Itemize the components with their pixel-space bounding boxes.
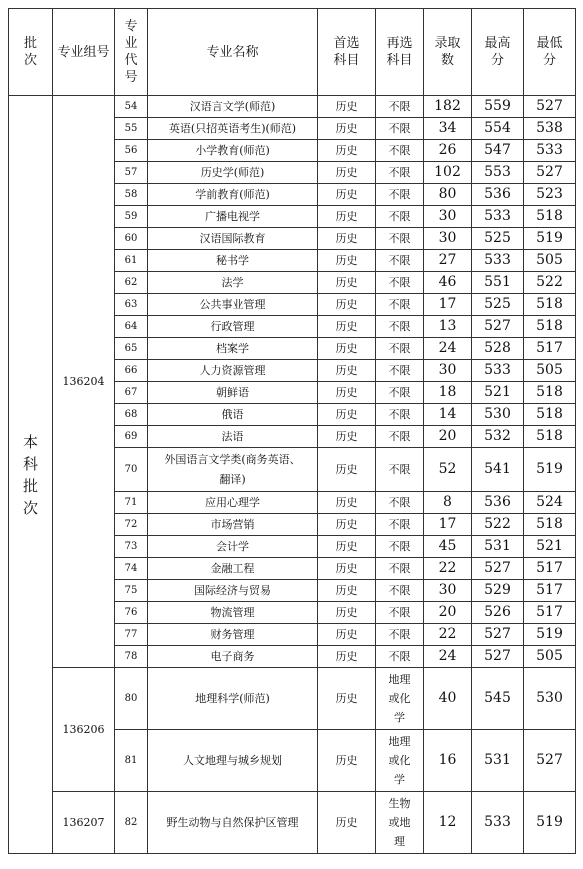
major-name-cell: 广播电视学 — [148, 206, 318, 228]
major-name-cell: 英语(只招英语考生)(师范) — [148, 118, 318, 140]
table-row — [9, 668, 576, 730]
min-score-cell: 533 — [524, 140, 576, 162]
first-subject-cell: 历史 — [318, 558, 376, 580]
major-code-cell: 71 — [115, 492, 148, 514]
max-score-cell: 536 — [472, 184, 524, 206]
admission-table — [8, 8, 576, 854]
max-score-cell: 533 — [472, 206, 524, 228]
major-name-cell: 小学教育(师范) — [148, 140, 318, 162]
first-subject-cell: 历史 — [318, 272, 376, 294]
min-score-cell: 518 — [524, 404, 576, 426]
second-subject-cell: 生物或地理 — [376, 792, 424, 854]
min-score-cell: 523 — [524, 184, 576, 206]
major-name-cell: 历史学(师范) — [148, 162, 318, 184]
admit-count-cell: 24 — [424, 338, 472, 360]
admit-count-cell: 22 — [424, 558, 472, 580]
first-subject-cell: 历史 — [318, 96, 376, 118]
admit-count-cell: 30 — [424, 206, 472, 228]
major-name-cell: 地理科学(师范) — [148, 668, 318, 730]
max-score-cell: 536 — [472, 492, 524, 514]
max-score-cell: 533 — [472, 792, 524, 854]
max-score-cell: 545 — [472, 668, 524, 730]
second-subject-cell: 不限 — [376, 514, 424, 536]
header-max: 最高分 — [472, 9, 524, 96]
first-subject-cell: 历史 — [318, 730, 376, 792]
admit-count-cell: 16 — [424, 730, 472, 792]
second-subject-cell: 不限 — [376, 250, 424, 272]
header-first: 首选科目 — [318, 9, 376, 96]
max-score-cell: 533 — [472, 250, 524, 272]
major-code-cell: 62 — [115, 272, 148, 294]
second-subject-cell: 不限 — [376, 184, 424, 206]
admit-count-cell: 17 — [424, 294, 472, 316]
header-name: 专业名称 — [148, 9, 318, 96]
first-subject-cell: 历史 — [318, 162, 376, 184]
second-subject-cell: 不限 — [376, 448, 424, 492]
admit-count-cell: 27 — [424, 250, 472, 272]
second-subject-cell: 不限 — [376, 96, 424, 118]
admit-count-cell: 182 — [424, 96, 472, 118]
admit-count-cell: 22 — [424, 624, 472, 646]
first-subject-cell: 历史 — [318, 602, 376, 624]
min-score-cell: 519 — [524, 448, 576, 492]
admit-count-cell: 8 — [424, 492, 472, 514]
major-name-cell: 人文地理与城乡规划 — [148, 730, 318, 792]
first-subject-cell: 历史 — [318, 792, 376, 854]
first-subject-cell: 历史 — [318, 316, 376, 338]
admit-count-cell: 20 — [424, 426, 472, 448]
min-score-cell: 527 — [524, 730, 576, 792]
max-score-cell: 531 — [472, 730, 524, 792]
admit-count-cell: 24 — [424, 646, 472, 668]
major-name-cell: 电子商务 — [148, 646, 318, 668]
min-score-cell: 518 — [524, 514, 576, 536]
major-name-cell: 档案学 — [148, 338, 318, 360]
first-subject-cell: 历史 — [318, 426, 376, 448]
major-name-cell: 国际经济与贸易 — [148, 580, 318, 602]
first-subject-cell: 历史 — [318, 646, 376, 668]
admit-count-cell: 45 — [424, 536, 472, 558]
second-subject-cell: 不限 — [376, 228, 424, 250]
major-code-cell: 77 — [115, 624, 148, 646]
major-code-cell: 68 — [115, 404, 148, 426]
first-subject-cell: 历史 — [318, 338, 376, 360]
table-body — [9, 96, 576, 854]
max-score-cell: 533 — [472, 360, 524, 382]
first-subject-cell: 历史 — [318, 668, 376, 730]
first-subject-cell: 历史 — [318, 184, 376, 206]
first-subject-cell: 历史 — [318, 448, 376, 492]
major-name-cell: 公共事业管理 — [148, 294, 318, 316]
min-score-cell: 519 — [524, 228, 576, 250]
max-score-cell: 521 — [472, 382, 524, 404]
min-score-cell: 518 — [524, 206, 576, 228]
major-name-cell: 财务管理 — [148, 624, 318, 646]
max-score-cell: 526 — [472, 602, 524, 624]
header-code: 专业代号 — [115, 9, 148, 96]
first-subject-cell: 历史 — [318, 624, 376, 646]
min-score-cell: 517 — [524, 602, 576, 624]
major-code-cell: 57 — [115, 162, 148, 184]
major-name-cell: 应用心理学 — [148, 492, 318, 514]
max-score-cell: 525 — [472, 294, 524, 316]
admit-count-cell: 20 — [424, 602, 472, 624]
first-subject-cell: 历史 — [318, 228, 376, 250]
major-code-cell: 56 — [115, 140, 148, 162]
max-score-cell: 525 — [472, 228, 524, 250]
major-code-cell: 81 — [115, 730, 148, 792]
max-score-cell: 547 — [472, 140, 524, 162]
admit-count-cell: 30 — [424, 228, 472, 250]
min-score-cell: 527 — [524, 162, 576, 184]
major-code-cell: 76 — [115, 602, 148, 624]
second-subject-cell: 不限 — [376, 294, 424, 316]
max-score-cell: 541 — [472, 448, 524, 492]
major-name-cell: 俄语 — [148, 404, 318, 426]
major-code-cell: 64 — [115, 316, 148, 338]
max-score-cell: 531 — [472, 536, 524, 558]
group-id-cell: 136207 — [53, 792, 115, 854]
second-subject-cell: 地理或化学 — [376, 668, 424, 730]
first-subject-cell: 历史 — [318, 492, 376, 514]
admit-count-cell: 13 — [424, 316, 472, 338]
min-score-cell: 517 — [524, 338, 576, 360]
header-group: 专业组号 — [53, 9, 115, 96]
major-code-cell: 73 — [115, 536, 148, 558]
major-name-cell: 外国语言文学类(商务英语、翻译) — [148, 448, 318, 492]
major-name-cell: 金融工程 — [148, 558, 318, 580]
min-score-cell: 517 — [524, 558, 576, 580]
min-score-cell: 524 — [524, 492, 576, 514]
major-name-cell: 人力资源管理 — [148, 360, 318, 382]
second-subject-cell: 不限 — [376, 316, 424, 338]
table-row — [9, 96, 576, 118]
max-score-cell: 527 — [472, 624, 524, 646]
admit-count-cell: 80 — [424, 184, 472, 206]
first-subject-cell: 历史 — [318, 118, 376, 140]
min-score-cell: 519 — [524, 624, 576, 646]
second-subject-cell: 不限 — [376, 360, 424, 382]
group-id-cell: 136206 — [53, 668, 115, 792]
header-row — [9, 9, 576, 96]
min-score-cell: 518 — [524, 316, 576, 338]
second-subject-cell: 不限 — [376, 536, 424, 558]
table-row — [9, 792, 576, 854]
major-name-cell: 野生动物与自然保护区管理 — [148, 792, 318, 854]
major-code-cell: 82 — [115, 792, 148, 854]
second-subject-cell: 地理或化学 — [376, 730, 424, 792]
major-code-cell: 54 — [115, 96, 148, 118]
header-batch: 批次 — [9, 9, 53, 96]
header-second: 再选科目 — [376, 9, 424, 96]
min-score-cell: 518 — [524, 426, 576, 448]
min-score-cell: 505 — [524, 360, 576, 382]
first-subject-cell: 历史 — [318, 514, 376, 536]
max-score-cell: 553 — [472, 162, 524, 184]
admit-count-cell: 34 — [424, 118, 472, 140]
first-subject-cell: 历史 — [318, 294, 376, 316]
major-code-cell: 80 — [115, 668, 148, 730]
min-score-cell: 527 — [524, 96, 576, 118]
second-subject-cell: 不限 — [376, 624, 424, 646]
second-subject-cell: 不限 — [376, 140, 424, 162]
second-subject-cell: 不限 — [376, 118, 424, 140]
major-name-cell: 汉语国际教育 — [148, 228, 318, 250]
major-code-cell: 61 — [115, 250, 148, 272]
admit-count-cell: 12 — [424, 792, 472, 854]
header-min: 最低分 — [524, 9, 576, 96]
admit-count-cell: 40 — [424, 668, 472, 730]
min-score-cell: 522 — [524, 272, 576, 294]
major-name-cell: 秘书学 — [148, 250, 318, 272]
admit-count-cell: 52 — [424, 448, 472, 492]
major-code-cell: 67 — [115, 382, 148, 404]
admit-count-cell: 30 — [424, 580, 472, 602]
max-score-cell: 527 — [472, 646, 524, 668]
admit-count-cell: 46 — [424, 272, 472, 294]
major-name-cell: 会计学 — [148, 536, 318, 558]
major-code-cell: 59 — [115, 206, 148, 228]
first-subject-cell: 历史 — [318, 360, 376, 382]
major-code-cell: 72 — [115, 514, 148, 536]
admit-count-cell: 18 — [424, 382, 472, 404]
major-code-cell: 55 — [115, 118, 148, 140]
second-subject-cell: 不限 — [376, 404, 424, 426]
group-id-cell: 136204 — [53, 96, 115, 668]
admit-count-cell: 30 — [424, 360, 472, 382]
second-subject-cell: 不限 — [376, 382, 424, 404]
min-score-cell: 518 — [524, 382, 576, 404]
second-subject-cell: 不限 — [376, 602, 424, 624]
min-score-cell: 521 — [524, 536, 576, 558]
admit-count-cell: 17 — [424, 514, 472, 536]
max-score-cell: 529 — [472, 580, 524, 602]
admit-count-cell: 102 — [424, 162, 472, 184]
max-score-cell: 559 — [472, 96, 524, 118]
major-code-cell: 60 — [115, 228, 148, 250]
min-score-cell: 505 — [524, 250, 576, 272]
second-subject-cell: 不限 — [376, 580, 424, 602]
min-score-cell: 530 — [524, 668, 576, 730]
second-subject-cell: 不限 — [376, 206, 424, 228]
major-name-cell: 行政管理 — [148, 316, 318, 338]
batch-cell: 本科批次 — [9, 96, 53, 854]
max-score-cell: 522 — [472, 514, 524, 536]
major-code-cell: 74 — [115, 558, 148, 580]
major-name-cell: 法学 — [148, 272, 318, 294]
major-code-cell: 75 — [115, 580, 148, 602]
admit-count-cell: 14 — [424, 404, 472, 426]
major-name-cell: 物流管理 — [148, 602, 318, 624]
max-score-cell: 551 — [472, 272, 524, 294]
min-score-cell: 505 — [524, 646, 576, 668]
second-subject-cell: 不限 — [376, 426, 424, 448]
max-score-cell: 532 — [472, 426, 524, 448]
second-subject-cell: 不限 — [376, 646, 424, 668]
major-name-cell: 法语 — [148, 426, 318, 448]
max-score-cell: 554 — [472, 118, 524, 140]
major-name-cell: 学前教育(师范) — [148, 184, 318, 206]
header-admit: 录取数 — [424, 9, 472, 96]
major-name-cell: 市场营销 — [148, 514, 318, 536]
max-score-cell: 528 — [472, 338, 524, 360]
min-score-cell: 518 — [524, 294, 576, 316]
max-score-cell: 530 — [472, 404, 524, 426]
max-score-cell: 527 — [472, 558, 524, 580]
major-code-cell: 63 — [115, 294, 148, 316]
first-subject-cell: 历史 — [318, 250, 376, 272]
major-code-cell: 66 — [115, 360, 148, 382]
admit-count-cell: 26 — [424, 140, 472, 162]
major-code-cell: 58 — [115, 184, 148, 206]
second-subject-cell: 不限 — [376, 558, 424, 580]
min-score-cell: 538 — [524, 118, 576, 140]
second-subject-cell: 不限 — [376, 492, 424, 514]
major-name-cell: 朝鲜语 — [148, 382, 318, 404]
major-code-cell: 70 — [115, 448, 148, 492]
major-code-cell: 65 — [115, 338, 148, 360]
first-subject-cell: 历史 — [318, 382, 376, 404]
second-subject-cell: 不限 — [376, 272, 424, 294]
first-subject-cell: 历史 — [318, 140, 376, 162]
major-name-cell: 汉语言文学(师范) — [148, 96, 318, 118]
max-score-cell: 527 — [472, 316, 524, 338]
first-subject-cell: 历史 — [318, 206, 376, 228]
first-subject-cell: 历史 — [318, 536, 376, 558]
major-code-cell: 78 — [115, 646, 148, 668]
min-score-cell: 517 — [524, 580, 576, 602]
second-subject-cell: 不限 — [376, 338, 424, 360]
min-score-cell: 519 — [524, 792, 576, 854]
first-subject-cell: 历史 — [318, 580, 376, 602]
major-code-cell: 69 — [115, 426, 148, 448]
first-subject-cell: 历史 — [318, 404, 376, 426]
second-subject-cell: 不限 — [376, 162, 424, 184]
